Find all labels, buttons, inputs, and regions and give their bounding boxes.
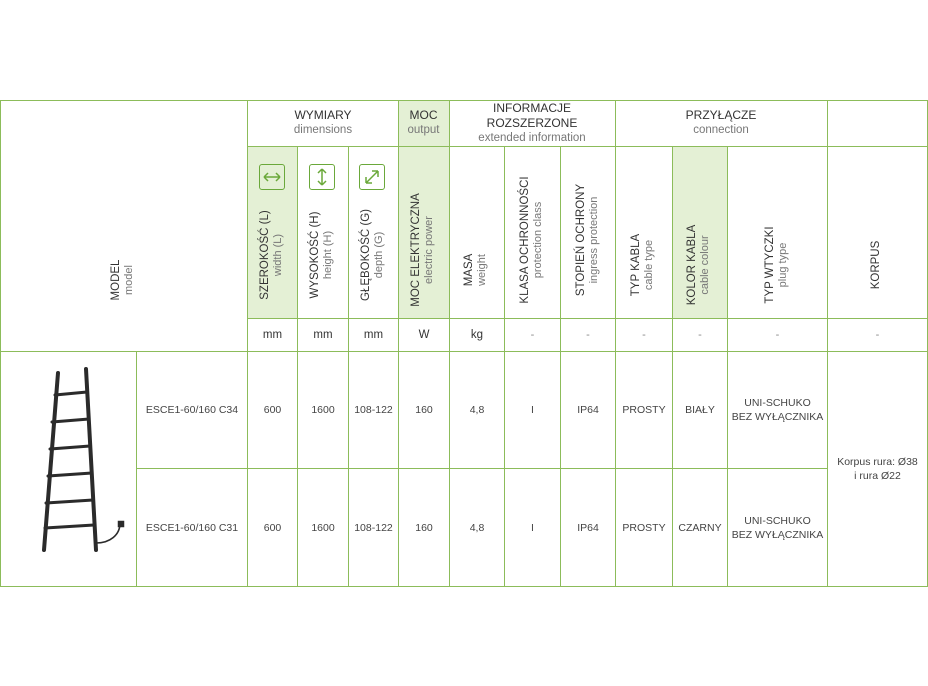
row1-weight: 4,8 bbox=[469, 404, 485, 416]
row1-cable-type: PROSTY bbox=[622, 404, 666, 416]
unit-width: mm bbox=[262, 328, 283, 341]
col-header-electric-power: MOC ELEKTRYCZNA electric power bbox=[410, 193, 435, 307]
unit-height: mm bbox=[313, 328, 333, 341]
unit-protection-class: - bbox=[530, 328, 535, 341]
horizontal-arrows-icon bbox=[259, 164, 285, 190]
ladder-towel-rail-icon bbox=[30, 365, 130, 575]
row1-width: 600 bbox=[263, 404, 282, 416]
vertical-arrows-icon bbox=[309, 164, 335, 190]
row1-protection-class: I bbox=[531, 404, 534, 416]
unit-power: W bbox=[418, 328, 430, 341]
col-header-plug-type: TYP WTYCZKI plug type bbox=[764, 226, 789, 304]
diagonal-arrows-icon bbox=[359, 164, 385, 190]
unit-depth: mm bbox=[363, 328, 384, 341]
col-header-depth: GŁĘBOKOŚĆ (G) depth (G) bbox=[360, 208, 385, 302]
product-image bbox=[30, 365, 130, 575]
row1-power: 160 bbox=[415, 404, 433, 416]
row1-ingress-protection: IP64 bbox=[577, 404, 599, 416]
col-header-cable-type: TYP KABLA cable type bbox=[630, 233, 655, 297]
table-row-2-model: ESCE1-60/160 C31 bbox=[145, 521, 239, 534]
spec-table bbox=[0, 100, 928, 587]
unit-weight: kg bbox=[470, 328, 484, 341]
row1-depth: 108-122 bbox=[354, 404, 393, 416]
row2-cable-colour: CZARNY bbox=[678, 521, 722, 534]
row2-weight: 4,8 bbox=[469, 521, 485, 534]
group-header-dimensions: WYMIARY dimensions bbox=[293, 108, 353, 136]
col-header-ingress-protection: STOPIEŃ OCHRONY ingress protection bbox=[575, 183, 600, 297]
row1-plug-type: UNI-SCHUKO BEZ WYŁĄCZNIKA bbox=[731, 397, 824, 423]
unit-korpus: - bbox=[875, 328, 880, 341]
row1-cable-colour: BIAŁY bbox=[685, 404, 715, 416]
col-header-cable-colour: KOLOR KABLA cable colour bbox=[686, 224, 711, 306]
row2-plug-type: UNI-SCHUKO BEZ WYŁĄCZNIKA bbox=[731, 514, 824, 541]
unit-cable-colour: - bbox=[698, 328, 702, 341]
table-row-1-model: ESCE1-60/160 C34 bbox=[145, 404, 239, 416]
group-header-connection: PRZYŁĄCZE connection bbox=[685, 108, 757, 136]
row2-width: 600 bbox=[263, 521, 282, 534]
korpus-value: Korpus rura: Ø38 i rura Ø22 bbox=[837, 456, 918, 482]
col-header-korpus: KORPUS bbox=[870, 240, 882, 290]
group-header-output: MOC output bbox=[407, 108, 440, 136]
row1-height: 1600 bbox=[311, 404, 335, 416]
col-header-height: WYSOKOŚĆ (H) height (H) bbox=[309, 211, 334, 299]
row2-height: 1600 bbox=[311, 521, 335, 534]
group-header-extended-information: INFORMACJE ROZSZERZONE extended information bbox=[478, 100, 586, 144]
unit-ingress-protection: - bbox=[586, 328, 590, 341]
col-header-protection-class: KLASA OCHRONNOŚCI protection class bbox=[519, 176, 544, 304]
row2-power: 160 bbox=[415, 521, 433, 534]
unit-plug-type: - bbox=[775, 328, 780, 341]
row2-ingress-protection: IP64 bbox=[577, 521, 599, 534]
unit-cable-type: - bbox=[642, 328, 646, 341]
col-header-weight: MASA weight bbox=[463, 253, 488, 287]
row2-protection-class: I bbox=[531, 521, 534, 534]
model-header: MODEL model bbox=[110, 259, 135, 301]
row2-cable-type: PROSTY bbox=[622, 521, 666, 534]
row2-depth: 108-122 bbox=[354, 521, 393, 534]
col-header-width: SZEROKOŚĆ (L) width (L) bbox=[259, 210, 284, 300]
